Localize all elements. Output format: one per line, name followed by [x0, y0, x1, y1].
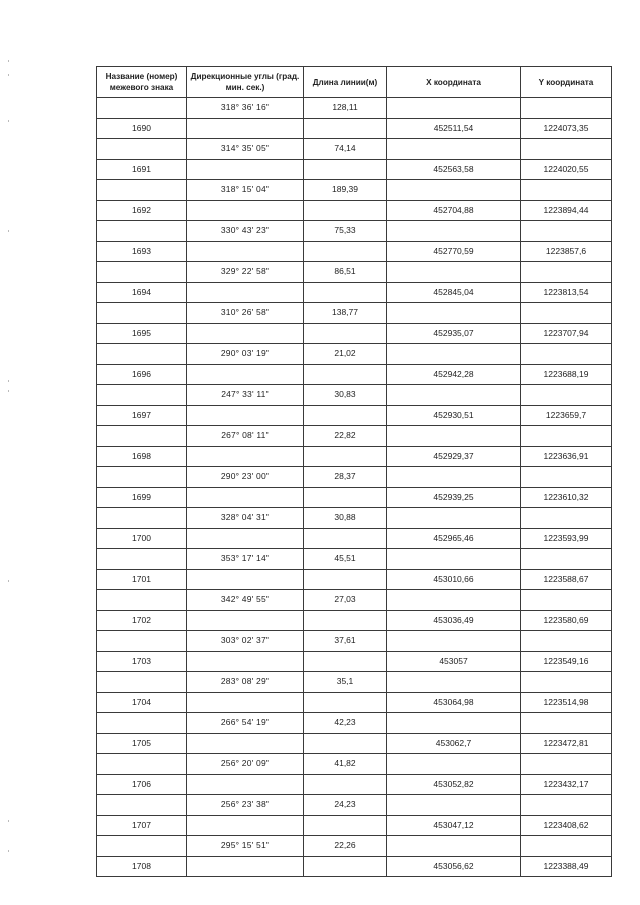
y-cell-empty: [521, 713, 612, 734]
point-row: [97, 856, 612, 877]
y-coordinate-cell: 1223432,17: [521, 774, 612, 795]
point-row: [97, 405, 612, 426]
boundary-coordinates-table: [96, 66, 612, 877]
name-cell-empty: [97, 795, 187, 816]
y-cell-empty: [521, 672, 612, 693]
point-name-cell: 1692: [97, 200, 187, 221]
y-coordinate-cell: 1223472,81: [521, 733, 612, 754]
angle-cell-empty: [187, 856, 304, 877]
y-coordinate-cell: 1223813,54: [521, 282, 612, 303]
point-row: [97, 569, 612, 590]
y-cell-empty: [521, 344, 612, 365]
angle-cell: 342° 49' 55": [187, 590, 304, 611]
name-cell-empty: [97, 836, 187, 857]
x-coordinate-cell: 452965,46: [387, 528, 521, 549]
y-coordinate-cell: 1224020,55: [521, 159, 612, 180]
name-cell-empty: [97, 590, 187, 611]
segment-row: [97, 549, 612, 570]
x-cell-empty: [387, 262, 521, 283]
angle-cell: 290° 23' 00": [187, 467, 304, 488]
y-cell-empty: [521, 426, 612, 447]
point-name-cell: 1706: [97, 774, 187, 795]
angle-cell: 328° 04' 31": [187, 508, 304, 529]
length-cell-empty: [304, 528, 387, 549]
length-cell: 28,37: [304, 467, 387, 488]
x-cell-empty: [387, 672, 521, 693]
y-cell-empty: [521, 590, 612, 611]
x-cell-empty: [387, 180, 521, 201]
angle-cell-empty: [187, 282, 304, 303]
name-cell-empty: [97, 262, 187, 283]
x-coordinate-cell: 452935,07: [387, 323, 521, 344]
header-length: Длина линии(м): [304, 67, 387, 98]
point-name-cell: 1705: [97, 733, 187, 754]
segment-row: [97, 139, 612, 160]
length-cell-empty: [304, 282, 387, 303]
length-cell: 30,83: [304, 385, 387, 406]
point-name-cell: 1708: [97, 856, 187, 877]
length-cell: 21,02: [304, 344, 387, 365]
point-row: [97, 692, 612, 713]
x-coordinate-cell: 453036,49: [387, 610, 521, 631]
angle-cell-empty: [187, 610, 304, 631]
segment-row: [97, 590, 612, 611]
x-cell-empty: [387, 467, 521, 488]
point-row: [97, 815, 612, 836]
y-cell-empty: [521, 385, 612, 406]
table-body: [97, 98, 612, 877]
angle-cell-empty: [187, 364, 304, 385]
y-cell-empty: [521, 631, 612, 652]
y-coordinate-cell: 1223610,32: [521, 487, 612, 508]
length-cell: 22,82: [304, 426, 387, 447]
point-row: [97, 446, 612, 467]
angle-cell: 256° 23' 38": [187, 795, 304, 816]
x-coordinate-cell: 453047,12: [387, 815, 521, 836]
length-cell: 74,14: [304, 139, 387, 160]
y-coordinate-cell: 1224073,35: [521, 118, 612, 139]
angle-cell-empty: [187, 200, 304, 221]
point-row: [97, 241, 612, 262]
point-row: [97, 364, 612, 385]
angle-cell-empty: [187, 569, 304, 590]
length-cell: 138,77: [304, 303, 387, 324]
length-cell-empty: [304, 159, 387, 180]
segment-row: [97, 836, 612, 857]
name-cell-empty: [97, 303, 187, 324]
point-row: [97, 528, 612, 549]
x-cell-empty: [387, 344, 521, 365]
y-cell-empty: [521, 262, 612, 283]
name-cell-empty: [97, 508, 187, 529]
x-coordinate-cell: 452704,88: [387, 200, 521, 221]
name-cell-empty: [97, 139, 187, 160]
length-cell-empty: [304, 241, 387, 262]
point-name-cell: 1697: [97, 405, 187, 426]
angle-cell: 318° 36' 16": [187, 98, 304, 119]
x-coordinate-cell: 453010,66: [387, 569, 521, 590]
x-coordinate-cell: 453057: [387, 651, 521, 672]
point-name-cell: 1693: [97, 241, 187, 262]
length-cell-empty: [304, 200, 387, 221]
segment-row: [97, 713, 612, 734]
angle-cell: 266° 54' 19": [187, 713, 304, 734]
angle-cell-empty: [187, 692, 304, 713]
segment-row: [97, 303, 612, 324]
length-cell-empty: [304, 651, 387, 672]
segment-row: [97, 221, 612, 242]
y-cell-empty: [521, 467, 612, 488]
x-cell-empty: [387, 590, 521, 611]
angle-cell: 267° 08' 11": [187, 426, 304, 447]
length-cell-empty: [304, 569, 387, 590]
angle-cell-empty: [187, 159, 304, 180]
segment-row: [97, 795, 612, 816]
angle-cell-empty: [187, 815, 304, 836]
angle-cell: 256° 20' 09": [187, 754, 304, 775]
y-coordinate-cell: 1223514,98: [521, 692, 612, 713]
x-coordinate-cell: 453064,98: [387, 692, 521, 713]
length-cell: 22,26: [304, 836, 387, 857]
name-cell-empty: [97, 713, 187, 734]
point-row: [97, 282, 612, 303]
length-cell-empty: [304, 733, 387, 754]
y-coordinate-cell: 1223549,16: [521, 651, 612, 672]
x-coordinate-cell: 452942,28: [387, 364, 521, 385]
length-cell: 35,1: [304, 672, 387, 693]
header-name: Название (номер) межевого знака: [97, 67, 187, 98]
segment-row: [97, 426, 612, 447]
length-cell: 75,33: [304, 221, 387, 242]
y-coordinate-cell: 1223857,6: [521, 241, 612, 262]
length-cell-empty: [304, 446, 387, 467]
angle-cell: 295° 15' 51": [187, 836, 304, 857]
length-cell-empty: [304, 323, 387, 344]
point-name-cell: 1696: [97, 364, 187, 385]
angle-cell: 283° 08' 29": [187, 672, 304, 693]
y-cell-empty: [521, 795, 612, 816]
angle-cell: 330° 43' 23": [187, 221, 304, 242]
length-cell: 86,51: [304, 262, 387, 283]
length-cell-empty: [304, 692, 387, 713]
length-cell-empty: [304, 815, 387, 836]
x-coordinate-cell: 453056,62: [387, 856, 521, 877]
point-row: [97, 487, 612, 508]
y-cell-empty: [521, 754, 612, 775]
point-name-cell: 1701: [97, 569, 187, 590]
angle-cell-empty: [187, 528, 304, 549]
x-cell-empty: [387, 754, 521, 775]
point-name-cell: 1702: [97, 610, 187, 631]
length-cell: 45,51: [304, 549, 387, 570]
name-cell-empty: [97, 549, 187, 570]
y-cell-empty: [521, 508, 612, 529]
x-coordinate-cell: 452563,58: [387, 159, 521, 180]
length-cell: 128,11: [304, 98, 387, 119]
angle-cell: 329° 22' 58": [187, 262, 304, 283]
x-coordinate-cell: 452939,25: [387, 487, 521, 508]
segment-row: [97, 754, 612, 775]
y-coordinate-cell: 1223707,94: [521, 323, 612, 344]
y-cell-empty: [521, 180, 612, 201]
y-cell-empty: [521, 303, 612, 324]
x-cell-empty: [387, 795, 521, 816]
point-row: [97, 733, 612, 754]
x-cell-empty: [387, 508, 521, 529]
header-angle: Дирекционные углы (град. мин. сек.): [187, 67, 304, 98]
y-coordinate-cell: 1223408,62: [521, 815, 612, 836]
x-coordinate-cell: 452770,59: [387, 241, 521, 262]
angle-cell-empty: [187, 446, 304, 467]
name-cell-empty: [97, 344, 187, 365]
y-cell-empty: [521, 221, 612, 242]
segment-row: [97, 385, 612, 406]
name-cell-empty: [97, 631, 187, 652]
length-cell-empty: [304, 364, 387, 385]
name-cell-empty: [97, 98, 187, 119]
x-coordinate-cell: 453062,7: [387, 733, 521, 754]
angle-cell-empty: [187, 405, 304, 426]
name-cell-empty: [97, 180, 187, 201]
point-name-cell: 1695: [97, 323, 187, 344]
point-name-cell: 1694: [97, 282, 187, 303]
angle-cell: 310° 26' 58": [187, 303, 304, 324]
x-cell-empty: [387, 303, 521, 324]
segment-row: [97, 508, 612, 529]
header-y: Y координата: [521, 67, 612, 98]
length-cell-empty: [304, 774, 387, 795]
angle-cell-empty: [187, 487, 304, 508]
x-cell-empty: [387, 631, 521, 652]
coordinates-sheet: [96, 66, 611, 877]
segment-row: [97, 262, 612, 283]
length-cell: 27,03: [304, 590, 387, 611]
name-cell-empty: [97, 754, 187, 775]
point-row: [97, 118, 612, 139]
angle-cell-empty: [187, 118, 304, 139]
y-coordinate-cell: 1223588,67: [521, 569, 612, 590]
table-header-row: [97, 67, 612, 98]
x-coordinate-cell: 452845,04: [387, 282, 521, 303]
y-cell-empty: [521, 549, 612, 570]
angle-cell: 303° 02' 37": [187, 631, 304, 652]
angle-cell: 353° 17' 14": [187, 549, 304, 570]
segment-row: [97, 180, 612, 201]
length-cell-empty: [304, 118, 387, 139]
segment-row: [97, 98, 612, 119]
angle-cell-empty: [187, 241, 304, 262]
point-row: [97, 651, 612, 672]
point-row: [97, 159, 612, 180]
header-x: X координата: [387, 67, 521, 98]
x-coordinate-cell: 452930,51: [387, 405, 521, 426]
point-name-cell: 1690: [97, 118, 187, 139]
length-cell: 189,39: [304, 180, 387, 201]
scan-noise: [8, 60, 14, 860]
length-cell: 30,88: [304, 508, 387, 529]
point-name-cell: 1699: [97, 487, 187, 508]
angle-cell-empty: [187, 733, 304, 754]
y-coordinate-cell: 1223388,49: [521, 856, 612, 877]
y-coordinate-cell: 1223636,91: [521, 446, 612, 467]
angle-cell-empty: [187, 323, 304, 344]
y-coordinate-cell: 1223894,44: [521, 200, 612, 221]
x-cell-empty: [387, 221, 521, 242]
x-cell-empty: [387, 385, 521, 406]
name-cell-empty: [97, 385, 187, 406]
point-name-cell: 1698: [97, 446, 187, 467]
x-cell-empty: [387, 836, 521, 857]
angle-cell: 318° 15' 04": [187, 180, 304, 201]
name-cell-empty: [97, 467, 187, 488]
x-coordinate-cell: 452929,37: [387, 446, 521, 467]
length-cell-empty: [304, 487, 387, 508]
y-coordinate-cell: 1223688,19: [521, 364, 612, 385]
name-cell-empty: [97, 221, 187, 242]
angle-cell-empty: [187, 774, 304, 795]
length-cell-empty: [304, 856, 387, 877]
y-coordinate-cell: 1223593,99: [521, 528, 612, 549]
segment-row: [97, 344, 612, 365]
x-cell-empty: [387, 713, 521, 734]
point-name-cell: 1700: [97, 528, 187, 549]
x-cell-empty: [387, 139, 521, 160]
point-name-cell: 1704: [97, 692, 187, 713]
name-cell-empty: [97, 672, 187, 693]
point-row: [97, 610, 612, 631]
point-name-cell: 1707: [97, 815, 187, 836]
angle-cell: 290° 03' 19": [187, 344, 304, 365]
length-cell: 37,61: [304, 631, 387, 652]
point-row: [97, 200, 612, 221]
point-name-cell: 1703: [97, 651, 187, 672]
x-cell-empty: [387, 98, 521, 119]
length-cell: 24,23: [304, 795, 387, 816]
length-cell: 42,23: [304, 713, 387, 734]
x-coordinate-cell: 452511,54: [387, 118, 521, 139]
angle-cell-empty: [187, 651, 304, 672]
x-cell-empty: [387, 549, 521, 570]
length-cell-empty: [304, 405, 387, 426]
segment-row: [97, 467, 612, 488]
segment-row: [97, 672, 612, 693]
point-row: [97, 323, 612, 344]
y-cell-empty: [521, 139, 612, 160]
y-coordinate-cell: 1223580,69: [521, 610, 612, 631]
x-coordinate-cell: 453052,82: [387, 774, 521, 795]
y-coordinate-cell: 1223659,7: [521, 405, 612, 426]
name-cell-empty: [97, 426, 187, 447]
segment-row: [97, 631, 612, 652]
x-cell-empty: [387, 426, 521, 447]
y-cell-empty: [521, 98, 612, 119]
angle-cell: 247° 33' 11": [187, 385, 304, 406]
point-name-cell: 1691: [97, 159, 187, 180]
length-cell-empty: [304, 610, 387, 631]
angle-cell: 314° 35' 05": [187, 139, 304, 160]
point-row: [97, 774, 612, 795]
y-cell-empty: [521, 836, 612, 857]
length-cell: 41,82: [304, 754, 387, 775]
